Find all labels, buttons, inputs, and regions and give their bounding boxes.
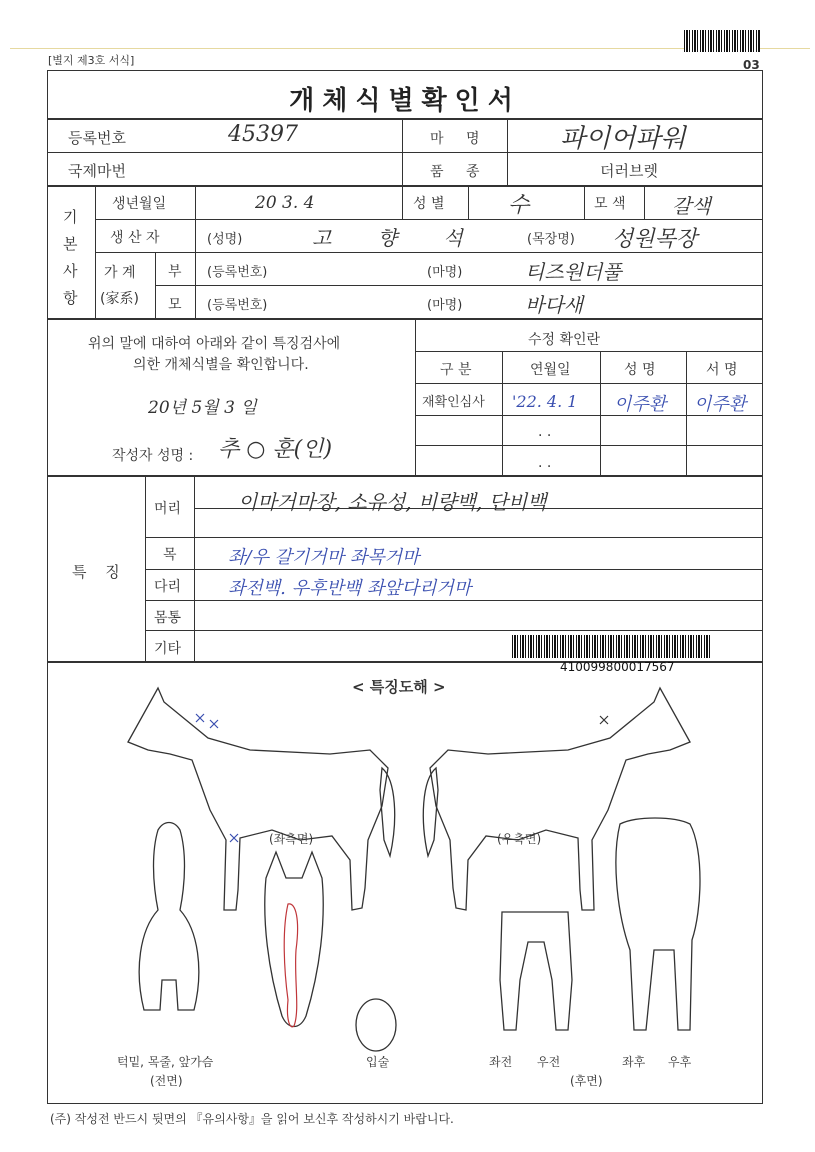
front-view [139,823,199,1011]
reg-no-label: 등록번호 [68,129,126,147]
birth-value: 20 3. 4 [255,193,315,213]
left-side-horse [128,688,388,910]
diagram-left-front: 좌전 [489,1055,513,1069]
confirm-date: 20년 5월 3 일 [148,398,257,418]
head-front [265,852,323,1027]
sire-reg-sub: (등록번호) [207,265,268,280]
dam-value: 바다새 [525,293,583,317]
feature-head-value: 이마거마장, 소유성, 비량백, 단비백 [238,490,547,514]
dam-reg-sub: (등록번호) [207,298,268,313]
writer-label: 작성자 성명 : [112,448,194,464]
feature-other-label: 기타 [154,641,182,657]
diagram-rear-label: (후면) [570,1074,603,1088]
left-tail [380,768,395,856]
revision-row2-date: . . [538,424,552,440]
dam-label: 모 [168,297,182,313]
page-title: 개체식별확인서 [289,86,521,116]
page-code: 03 [743,58,760,72]
feature-head-label: 머리 [154,501,182,517]
intl-no-label: 국제마번 [68,162,126,180]
coat-value: 갈색 [672,194,711,218]
front-legs [500,912,572,1030]
breed-label: 품 종 [430,164,480,180]
top-barcode [684,30,760,52]
revision-row1-date: '22. 4. 1 [512,392,578,411]
writer-value: 추 ○ 훈(인) [218,437,333,462]
farm-sub: (목장명) [527,232,575,247]
right-side-horse [430,688,690,910]
farm-value: 성원목장 [612,227,698,252]
birth-label: 생년월일 [112,196,167,212]
feature-leg-label: 다리 [154,579,182,595]
feature-neck-label: 목 [163,547,177,563]
revision-row1-name: 이주환 [614,394,667,415]
reg-no-value: 45397 [228,122,298,147]
leg-x-mark [230,834,238,842]
diagram-right-hind: 우후 [668,1055,692,1069]
revision-row3-date: . . [538,455,552,471]
form-number: [별지 제3호 서식] [48,54,135,67]
sire-name-sub: (마명) [427,265,463,280]
producer-name-sub: (성명) [207,232,243,247]
sex-label: 성 별 [413,196,445,212]
lineage-hanja: (家系) [100,291,139,307]
diagram-lips-label: 입술 [366,1055,390,1069]
lineage-label: 가 계 [104,265,136,281]
revision-title: 수정 확인란 [528,332,601,348]
diagram-left-hind: 좌후 [622,1055,646,1069]
feature-leg-value: 좌전백. 우후반백 좌앞다리거마 [228,578,472,599]
rear-view [616,818,700,1030]
feature-body-label: 몸통 [154,610,182,626]
horse-name-value: 파이어파워 [560,124,686,154]
sex-value: 수 [508,193,530,218]
statement-line2: 의한 개체식별을 확인합니다. [133,357,309,373]
right-x-mark [600,716,608,724]
lips [356,999,396,1051]
dam-name-sub: (마명) [427,298,463,313]
basic-section-label: 기본사항 [63,208,78,307]
horse-name-label: 마 명 [430,131,480,147]
sire-label: 부 [168,264,182,280]
face-marking [284,904,297,1027]
diagram-title: < 특징도해 > [352,678,446,696]
revision-col-category: 구 분 [440,362,472,378]
producer-label: 생 산 자 [110,230,160,246]
diagram-front-caption: 턱밑, 목줄, 앞가슴 [117,1055,214,1069]
right-tail [423,768,438,856]
diagram-front-label: (전면) [150,1074,183,1088]
breed-value: 더러브렛 [600,162,658,180]
diagram-right-side: (우측면) [497,832,542,846]
barcode-number: 410099800017567 [560,660,675,674]
diagram-right-front: 우전 [537,1055,561,1069]
revision-row1-sign: 이주환 [694,394,747,415]
statement-line1: 위의 말에 대하여 아래와 같이 특징검사에 [88,336,341,352]
revision-row1-category: 재확인심사 [422,395,485,410]
revision-col-date: 연월일 [530,362,571,378]
left-x-mark [196,714,218,728]
revision-col-name: 성 명 [624,362,656,378]
features-section-label: 특 징 [72,563,120,581]
horse-diagram [100,680,720,1080]
feature-barcode [512,635,712,658]
footer-note: (주) 작성전 반드시 뒷면의 『유의사항』을 읽어 보신후 작성하시기 바랍니다. [50,1112,454,1126]
coat-label: 모 색 [594,196,626,212]
sire-value: 티즈원더풀 [525,260,622,284]
feature-neck-value: 좌/우 갈기거마 좌목거마 [228,547,420,568]
producer-value: 고 향 석 [312,226,463,250]
diagram-left-side: (좌측면) [269,832,314,846]
revision-col-sign: 서 명 [706,362,738,378]
